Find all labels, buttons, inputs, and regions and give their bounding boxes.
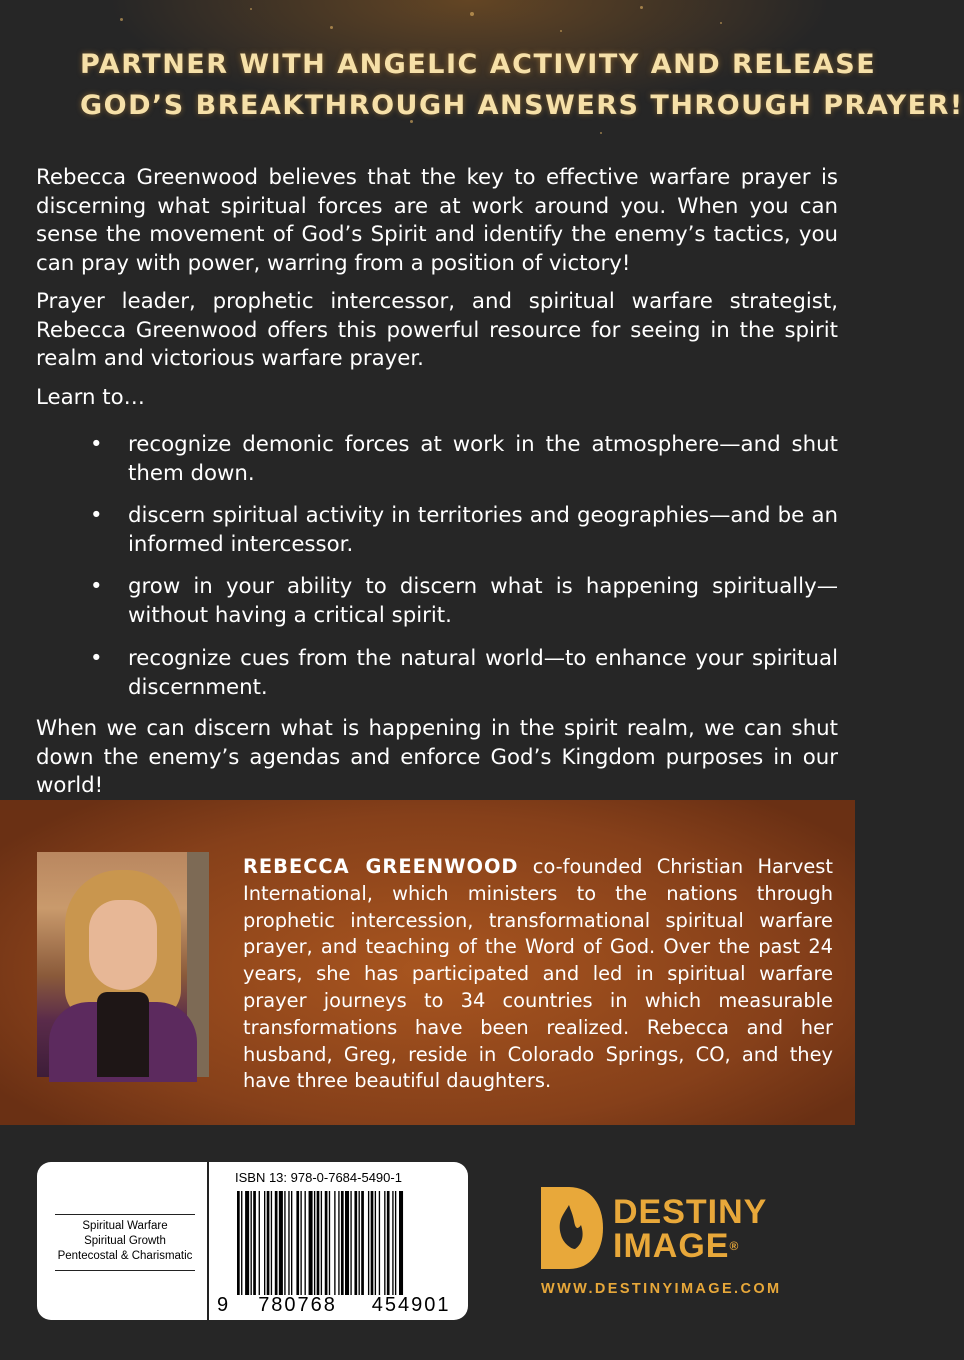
learn-to-heading: Learn to…	[36, 385, 145, 410]
publisher-name-line-2: IMAGE	[613, 1227, 730, 1265]
category-label: Pentecostal & Charismatic	[57, 1250, 193, 1262]
book-categories	[55, 1219, 195, 1264]
bullet-dot-icon: •	[90, 574, 103, 599]
destiny-image-d-icon	[541, 1187, 603, 1269]
category-label: Spiritual Warfare	[82, 1220, 168, 1232]
barcode-digit-group: 9	[217, 1294, 229, 1316]
publisher-logo	[541, 1187, 821, 1297]
divider	[55, 1214, 195, 1215]
sparkle-decoration	[560, 30, 562, 32]
sparkle-decoration	[720, 22, 722, 24]
barcode-digit-group: 780768	[258, 1294, 337, 1316]
bullet-dot-icon: •	[90, 432, 103, 457]
author-name: REBECCA GREENWOOD	[243, 855, 519, 878]
sparkle-decoration	[640, 6, 643, 9]
headline-line-1: PARTNER WITH ANGELIC ACTIVITY AND RELEASE	[80, 49, 877, 80]
barcode-panel	[37, 1162, 468, 1320]
sparkle-decoration	[600, 132, 602, 134]
bullet-text: recognize demonic forces at work in the atmosphere—and shut them down.	[128, 432, 838, 486]
bullet-text: grow in your ability to discern what is happening spiritually—without having a critical spirit.	[128, 574, 838, 628]
closing-paragraph: When we can discern what is happening in the spirit realm, we can shut down the enemy’s agendas and enforce God’s Kingdom purposes in our world!	[36, 716, 838, 798]
intro-paragraph-2: Prayer leader, prophetic intercessor, and spiritual warfare strategist, Rebecca Greenwood offers this powerful resource for seeing in the spirit realm and victorious warfare prayer.	[36, 289, 838, 371]
publisher-name-line-1: DESTINY	[613, 1193, 768, 1231]
isbn-label: ISBN 13: 978-0-7684-5490-1	[235, 1170, 402, 1185]
barcode-bars	[237, 1191, 455, 1295]
sparkle-decoration	[330, 26, 333, 29]
sparkle-decoration	[250, 8, 252, 10]
bullet-text: discern spiritual activity in territories and geographies—and be an informed intercessor.	[128, 503, 838, 557]
author-photo	[37, 852, 209, 1077]
divider	[207, 1162, 209, 1320]
author-bio-text	[243, 854, 833, 1095]
headline-line-2: GOD’S BREAKTHROUGH ANSWERS THROUGH PRAYER!	[80, 90, 964, 121]
barcode-digits	[217, 1294, 463, 1316]
author-bio-body: co-founded Christian Harvest International, which ministers to the nations through prophetic intercession, transformational spiritual warfare prayer, and teaching of the Word of God. Over the past 24 years, she has participated and led in spiritual warfare prayer journeys to 34 countries in which measurable transformations have been realized. Rebecca and her husband, Greg, reside in Colorado Springs, CO, and they have three beautiful daughters.	[243, 855, 833, 1093]
registered-mark: ®	[729, 1239, 740, 1253]
bullet-text: recognize cues from the natural world—to enhance your spiritual discernment.	[128, 646, 838, 700]
barcode-digit-group: 454901	[371, 1294, 451, 1316]
divider	[55, 1270, 195, 1271]
back-cover-footer	[0, 1125, 855, 1360]
sparkle-decoration	[120, 18, 123, 21]
bullet-dot-icon: •	[90, 646, 103, 671]
bullet-dot-icon: •	[90, 503, 103, 528]
headline	[80, 44, 964, 126]
publisher-name	[613, 1195, 813, 1263]
sparkle-decoration	[470, 12, 474, 16]
intro-paragraph-1: Rebecca Greenwood believes that the key to effective warfare prayer is discerning what spiritual forces are at work around you. When you can sense the movement of God’s Spirit and identify the enemy’s tactics, you can pray with power, warring from a position of victory!	[36, 165, 838, 276]
publisher-url: WWW.DESTINYIMAGE.COM	[541, 1281, 782, 1297]
category-label: Spiritual Growth	[84, 1235, 166, 1247]
author-bio-section	[0, 800, 855, 1125]
